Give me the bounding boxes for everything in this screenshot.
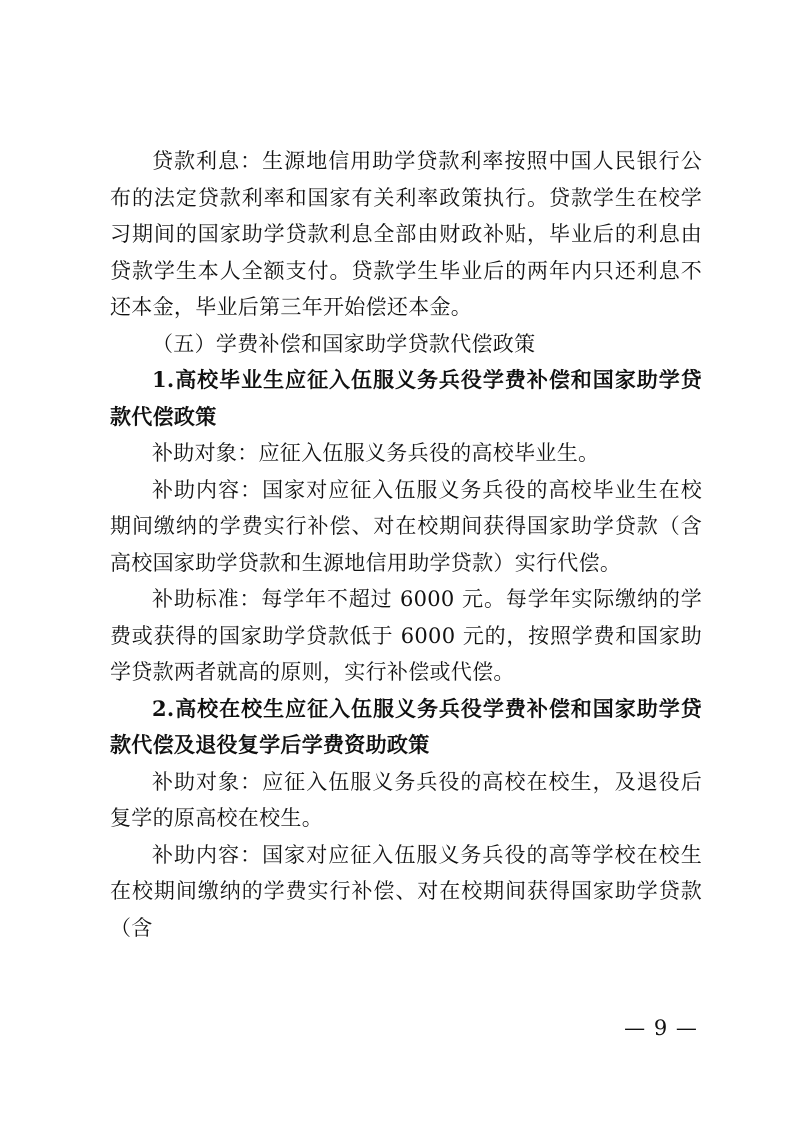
section-heading-tuition-compensation: （五）学费补偿和国家助学贷款代偿政策 [152, 331, 536, 356]
paragraph-loan-interest: 贷款利息：生源地信用助学贷款利率按照中国人民银行公布的法定贷款利率和国家有关利率政策执行。贷款学生在校学习期间的国家助学贷款利息全部由财政补贴，毕业后的利息由贷款学生本人全额支付。贷款学生毕业后的两年内只还利息不还本金，毕业后第三年开始偿还本金。 [110, 149, 702, 319]
document-body [110, 143, 702, 946]
paragraph-student-content: 补助内容：国家对应征入伍服义务兵役的高等学校在校生在校期间缴纳的学费实行补偿、对在校期间获得国家助学贷款（含 [110, 842, 702, 940]
page-number: — 9 — [624, 1016, 698, 1040]
paragraph-graduate-content: 补助内容：国家对应征入伍服义务兵役的高校毕业生在校期间缴纳的学费实行补偿、对在校期间获得国家助学贷款（含高校国家助学贷款和生源地信用助学贷款）实行代偿。 [110, 477, 702, 575]
paragraph-graduate-eligibility: 补助对象：应征入伍服义务兵役的高校毕业生。 [152, 441, 600, 465]
paragraph-student-eligibility: 补助对象：应征入伍服义务兵役的高校在校生，及退役后复学的原高校在校生。 [110, 769, 702, 830]
subheading-graduate-enlistment-policy: 1.高校毕业生应征入伍服义务兵役学费补偿和国家助学贷款代偿政策 [110, 367, 702, 429]
subheading-student-enlistment-policy: 2.高校在校生应征入伍服义务兵役学费补偿和国家助学贷款代偿及退役复学后学费资助政策 [110, 695, 702, 757]
paragraph-graduate-standard: 补助标准：每学年不超过 6000 元。每学年实际缴纳的学费或获得的国家助学贷款低于 6000 元的，按照学费和国家助学贷款两者就高的原则，实行补偿或代偿。 [110, 587, 702, 684]
